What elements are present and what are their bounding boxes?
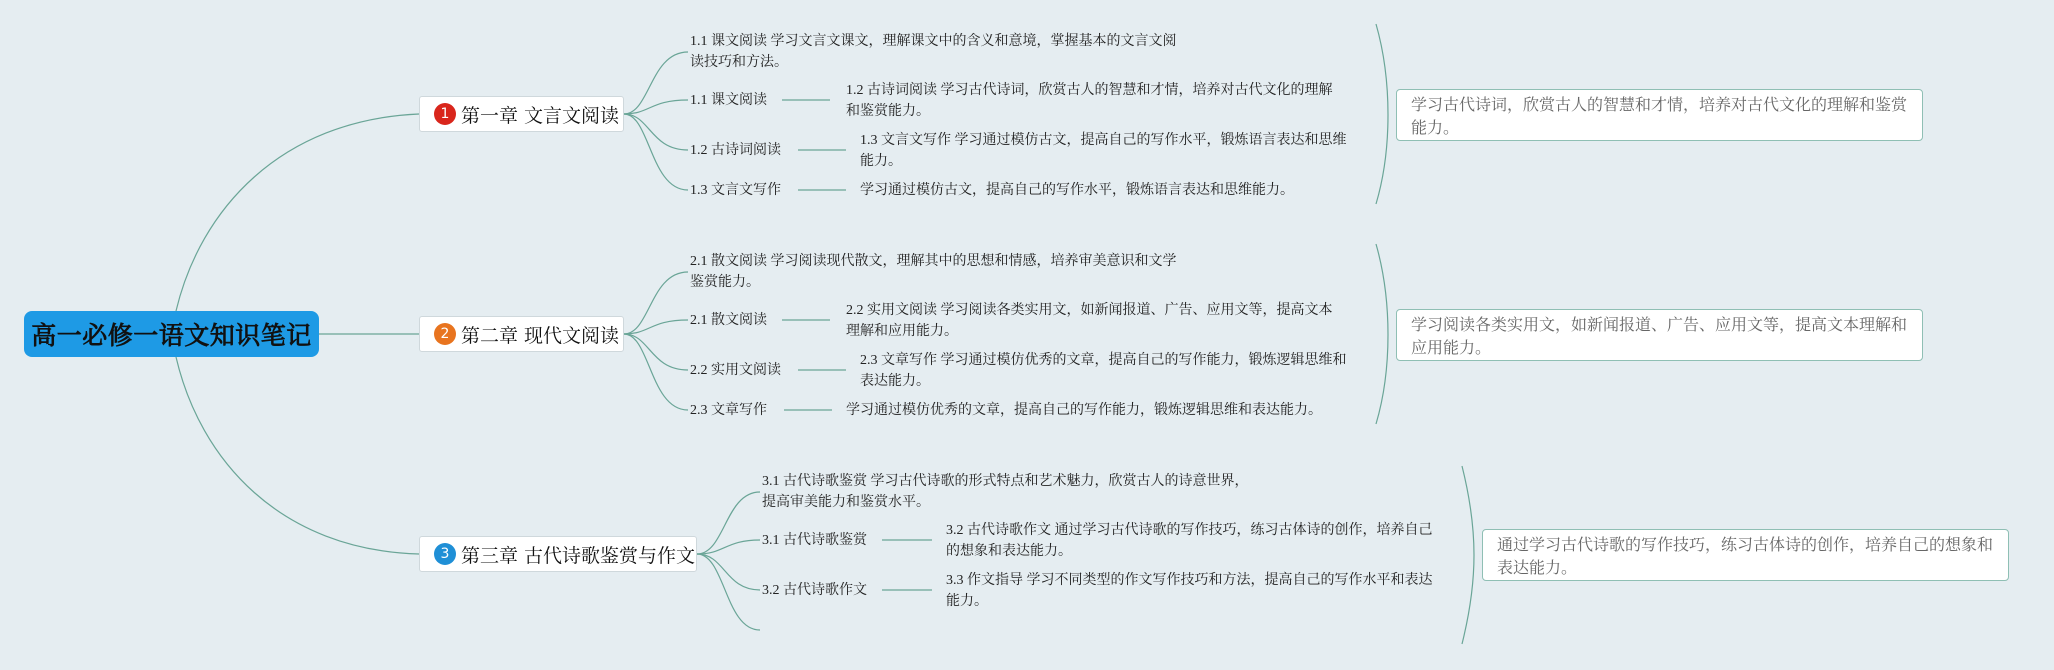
summary-box[interactable]: 学习阅读各类实用文，如新闻报道、广告、应用文等，提高文本理解和应用能力。: [1396, 309, 1923, 361]
chapter-title: 第一章 文言文阅读: [461, 104, 620, 127]
root-topic[interactable]: 高一必修一语文知识笔记: [24, 311, 319, 357]
number-badge-icon: 1: [434, 103, 456, 125]
chapter-1-node[interactable]: [419, 96, 624, 132]
chapter-3-node[interactable]: [419, 536, 697, 572]
topic-detail[interactable]: 1.2 古诗词阅读 学习古代诗词，欣赏古人的智慧和才情，培养对古代文化的理解和鉴赏能力。: [846, 83, 1333, 119]
summary-box[interactable]: 通过学习古代诗歌的写作技巧，练习古体诗的创作，培养自己的想象和表达能力。: [1482, 529, 2009, 581]
topic-item[interactable]: 3.2 古代诗歌作文: [762, 583, 867, 598]
summary-box[interactable]: 学习古代诗词，欣赏古人的智慧和才情，培养对古代文化的理解和鉴赏能力。: [1396, 89, 1923, 141]
number-badge-icon: 2: [434, 323, 456, 345]
topic-item[interactable]: 3.1 古代诗歌鉴赏 学习古代诗歌的形式特点和艺术魅力，欣赏古人的诗意世界，提高审美能力和鉴赏水平。: [762, 474, 1249, 510]
topic-detail[interactable]: 2.3 文章写作 学习通过模仿优秀的文章，提高自己的写作能力，锻炼逻辑思维和表达能力。: [860, 353, 1347, 389]
topic-detail[interactable]: 2.2 实用文阅读 学习阅读各类实用文，如新闻报道、广告、应用文等，提高文本理解和应用能力。: [846, 303, 1333, 339]
topic-detail[interactable]: 3.3 作文指导 学习不同类型的作文写作技巧和方法，提高自己的写作水平和表达能力。: [946, 573, 1433, 609]
topic-detail[interactable]: 1.3 文言文写作 学习通过模仿古文，提高自己的写作水平，锻炼语言表达和思维能力。: [860, 133, 1347, 169]
topic-item[interactable]: 1.1 课文阅读 学习文言文课文，理解课文中的含义和意境，掌握基本的文言文阅读技巧和方法。: [690, 34, 1177, 70]
topic-item[interactable]: 1.1 课文阅读: [690, 93, 767, 108]
topic-item[interactable]: 3.1 古代诗歌鉴赏: [762, 533, 867, 548]
topic-item[interactable]: 2.2 实用文阅读: [690, 363, 781, 378]
number-badge-icon: 3: [434, 543, 456, 565]
topic-item[interactable]: 2.3 文章写作: [690, 403, 767, 418]
topic-item[interactable]: 1.3 文言文写作: [690, 183, 781, 198]
chapter-title: 第三章 古代诗歌鉴赏与作文: [461, 544, 696, 567]
topic-detail[interactable]: 学习通过模仿优秀的文章，提高自己的写作能力，锻炼逻辑思维和表达能力。: [846, 403, 1322, 418]
topic-item[interactable]: 2.1 散文阅读: [690, 313, 767, 328]
chapter-2-node[interactable]: [419, 316, 624, 352]
topic-item[interactable]: 2.1 散文阅读 学习阅读现代散文，理解其中的思想和情感，培养审美意识和文学鉴赏能力。: [690, 254, 1177, 290]
topic-item[interactable]: 1.2 古诗词阅读: [690, 143, 781, 158]
topic-detail[interactable]: 学习通过模仿古文，提高自己的写作水平，锻炼语言表达和思维能力。: [860, 183, 1294, 198]
topic-detail[interactable]: 3.2 古代诗歌作文 通过学习古代诗歌的写作技巧，练习古体诗的创作，培养自己的想象和表达能力。: [946, 523, 1433, 559]
chapter-title: 第二章 现代文阅读: [461, 324, 620, 347]
